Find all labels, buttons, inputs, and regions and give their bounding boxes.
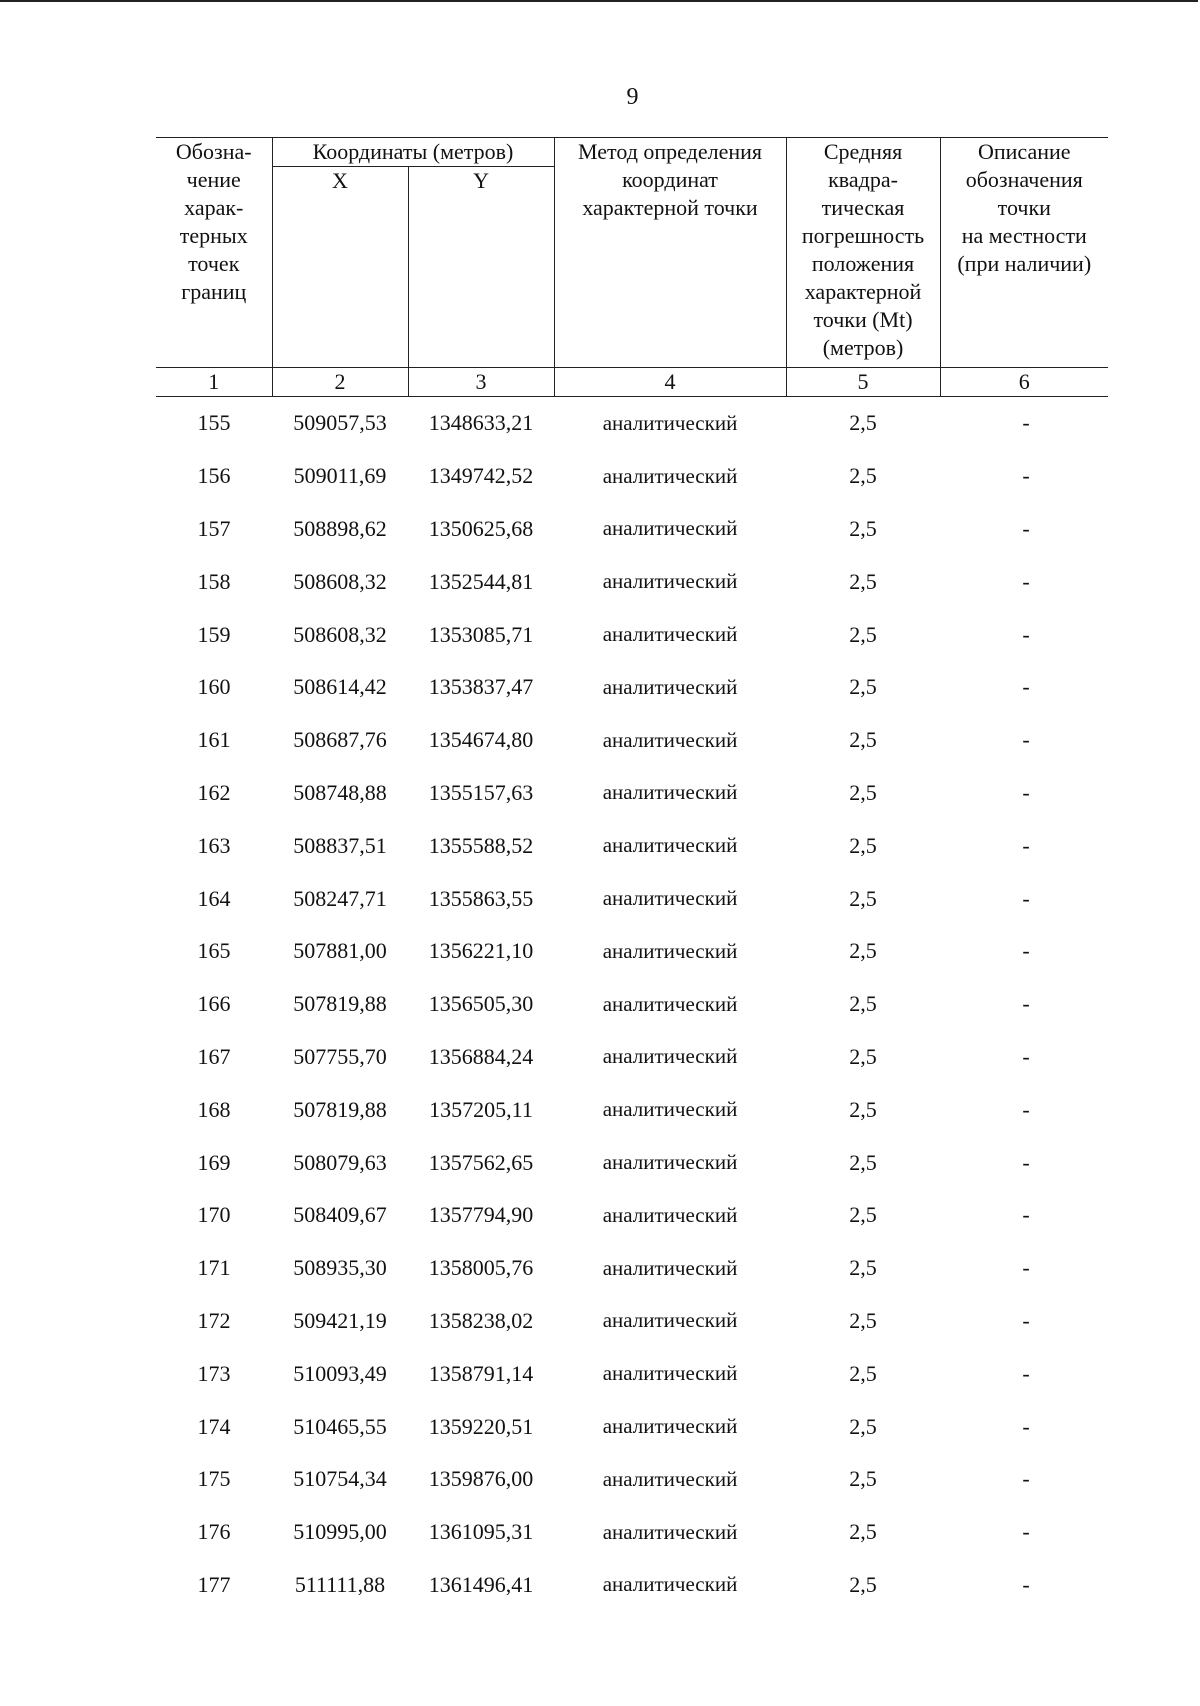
cell-error: 2,5 — [849, 832, 877, 858]
header-line: квадра- — [828, 167, 898, 192]
table-row — [156, 1083, 1108, 1136]
table-row — [156, 555, 1108, 608]
cell-point-id: 176 — [197, 1519, 231, 1545]
cell-coord-y: 1356884,24 — [428, 1043, 534, 1069]
cell-method: аналитический — [602, 674, 738, 699]
cell-point-id: 175 — [197, 1466, 231, 1492]
header-mean-square-error — [786, 138, 940, 368]
cell-description: - — [1022, 1466, 1030, 1492]
page-number: 9 — [626, 84, 639, 110]
table-body — [156, 397, 1108, 1612]
cell-description: - — [1022, 410, 1030, 436]
cell-coord-y: 1361095,31 — [428, 1519, 534, 1545]
cell-description: - — [1022, 991, 1030, 1017]
cell-description: - — [1022, 1413, 1030, 1439]
column-number-5: 5 — [786, 368, 940, 397]
cell-method: аналитический — [602, 463, 738, 488]
cell-coord-x: 508898,62 — [293, 515, 387, 541]
header-line: на местности — [961, 223, 1087, 248]
cell-error: 2,5 — [849, 1255, 877, 1281]
header-line: характерной точки — [582, 195, 758, 220]
table-header — [156, 138, 1108, 397]
cell-method: аналитический — [602, 727, 738, 752]
cell-coord-x: 508748,88 — [293, 779, 387, 805]
table-row — [156, 1136, 1108, 1189]
header-line: обозначения — [965, 167, 1083, 192]
cell-point-id: 165 — [197, 938, 231, 964]
cell-point-id: 177 — [197, 1571, 231, 1597]
column-number-1: 1 — [156, 368, 272, 397]
cell-coord-y: 1361496,41 — [428, 1571, 534, 1597]
cell-error: 2,5 — [849, 727, 877, 753]
cell-point-id: 169 — [197, 1149, 231, 1175]
cell-method: аналитический — [602, 886, 738, 911]
cell-description: - — [1022, 1255, 1030, 1281]
cell-coord-y: 1356505,30 — [428, 991, 534, 1017]
cell-coord-x: 508608,32 — [293, 621, 387, 647]
cell-coord-y: 1358005,76 — [428, 1255, 534, 1281]
cell-method: аналитический — [602, 833, 738, 858]
cell-error: 2,5 — [849, 1043, 877, 1069]
cell-description: - — [1022, 463, 1030, 489]
cell-point-id: 160 — [197, 674, 231, 700]
table-row — [156, 661, 1108, 714]
table-row — [156, 1189, 1108, 1242]
cell-coord-x: 507819,88 — [293, 1096, 387, 1122]
cell-coord-y: 1359876,00 — [428, 1466, 534, 1492]
header-x: X — [272, 167, 408, 368]
table-row — [156, 1242, 1108, 1295]
cell-error: 2,5 — [849, 515, 877, 541]
header-point-description — [940, 138, 1108, 368]
cell-point-id: 170 — [197, 1202, 231, 1228]
table-row — [156, 1031, 1108, 1084]
cell-coord-x: 507881,00 — [293, 938, 387, 964]
cell-coord-y: 1358791,14 — [428, 1360, 534, 1386]
cell-coord-y: 1357205,11 — [429, 1096, 533, 1122]
table-row — [156, 767, 1108, 820]
cell-method: аналитический — [602, 938, 738, 963]
cell-method: аналитический — [602, 516, 738, 541]
table-row — [156, 1506, 1108, 1559]
header-line: харак- — [184, 195, 244, 220]
cell-point-id: 174 — [197, 1413, 231, 1439]
cell-coord-y: 1357562,65 — [428, 1149, 534, 1175]
cell-error: 2,5 — [849, 1360, 877, 1386]
header-line: (при наличии) — [957, 251, 1092, 276]
cell-description: - — [1022, 674, 1030, 700]
cell-coord-y: 1357794,90 — [428, 1202, 534, 1228]
cell-coord-y: 1353837,47 — [428, 674, 534, 700]
header-point-designation — [156, 138, 272, 368]
table-row — [156, 925, 1108, 978]
table-row — [156, 1295, 1108, 1348]
cell-description: - — [1022, 1043, 1030, 1069]
cell-point-id: 164 — [197, 885, 231, 911]
cell-error: 2,5 — [849, 1519, 877, 1545]
header-error-lines — [787, 138, 940, 362]
table-row — [156, 397, 1108, 450]
cell-method: аналитический — [602, 410, 738, 435]
header-coordinates: Координаты (метров) — [272, 138, 554, 167]
header-line: положения — [811, 251, 915, 276]
cell-error: 2,5 — [849, 1149, 877, 1175]
cell-description: - — [1022, 1202, 1030, 1228]
cell-method: аналитический — [602, 1519, 738, 1544]
cell-description: - — [1022, 1096, 1030, 1122]
cell-error: 2,5 — [849, 1307, 877, 1333]
cell-coord-y: 1355157,63 — [428, 779, 534, 805]
coordinates-table — [156, 137, 1108, 1611]
table-row — [156, 450, 1108, 503]
cell-coord-y: 1355588,52 — [428, 832, 534, 858]
column-number-row — [156, 368, 1108, 397]
header-line: точек — [188, 251, 240, 276]
cell-method: аналитический — [602, 1255, 738, 1280]
header-method — [554, 138, 786, 368]
cell-coord-x: 510754,34 — [293, 1466, 387, 1492]
cell-coord-y: 1352544,81 — [428, 568, 534, 594]
table-row — [156, 872, 1108, 925]
cell-error: 2,5 — [849, 885, 877, 911]
cell-coord-y: 1356221,10 — [428, 938, 534, 964]
cell-coord-x: 507755,70 — [293, 1043, 387, 1069]
header-line: чение — [186, 167, 241, 192]
cell-method: аналитический — [602, 1202, 738, 1227]
cell-coord-y: 1350625,68 — [428, 515, 534, 541]
cell-error: 2,5 — [849, 1096, 877, 1122]
cell-error: 2,5 — [849, 1466, 877, 1492]
table-row — [156, 608, 1108, 661]
cell-coord-y: 1359220,51 — [428, 1413, 534, 1439]
cell-point-id: 168 — [197, 1096, 231, 1122]
cell-error: 2,5 — [849, 410, 877, 436]
cell-coord-y: 1348633,21 — [428, 410, 534, 436]
cell-coord-x: 509011,69 — [293, 463, 387, 489]
cell-error: 2,5 — [849, 938, 877, 964]
cell-coord-x: 508608,32 — [293, 568, 387, 594]
cell-coord-y: 1349742,52 — [428, 463, 534, 489]
cell-error: 2,5 — [849, 1413, 877, 1439]
header-line: Описание — [977, 139, 1071, 164]
cell-method: аналитический — [602, 1308, 738, 1333]
column-number-3: 3 — [408, 368, 554, 397]
header-line: тическая — [821, 195, 905, 220]
cell-method: аналитический — [602, 1097, 738, 1122]
header-method-lines — [555, 138, 786, 222]
cell-point-id: 155 — [197, 410, 231, 436]
table-row — [156, 1400, 1108, 1453]
cell-point-id: 162 — [197, 779, 231, 805]
cell-description: - — [1022, 779, 1030, 805]
cell-coord-y: 1355863,55 — [428, 885, 534, 911]
table-row — [156, 714, 1108, 767]
cell-method: аналитический — [602, 1414, 738, 1439]
cell-point-id: 171 — [197, 1255, 231, 1281]
cell-coord-x: 509057,53 — [293, 410, 387, 436]
cell-point-id: 172 — [197, 1307, 231, 1333]
cell-method: аналитический — [602, 1044, 738, 1069]
cell-coord-y: 1358238,02 — [428, 1307, 534, 1333]
header-y: Y — [408, 167, 554, 368]
cell-description: - — [1022, 1307, 1030, 1333]
cell-coord-x: 508935,30 — [293, 1255, 387, 1281]
cell-description: - — [1022, 1519, 1030, 1545]
column-number-2: 2 — [272, 368, 408, 397]
page-top-border — [0, 0, 1198, 5]
cell-error: 2,5 — [849, 1202, 877, 1228]
cell-method: аналитический — [602, 569, 738, 594]
column-number-4: 4 — [554, 368, 786, 397]
cell-point-id: 161 — [197, 727, 231, 753]
cell-method: аналитический — [602, 1466, 738, 1491]
cell-error: 2,5 — [849, 621, 877, 647]
header-line: координат — [622, 167, 718, 192]
table-row — [156, 1347, 1108, 1400]
cell-error: 2,5 — [849, 1571, 877, 1597]
cell-coord-x: 508687,76 — [293, 727, 387, 753]
cell-point-id: 159 — [197, 621, 231, 647]
cell-description: - — [1022, 621, 1030, 647]
cell-point-id: 156 — [197, 463, 231, 489]
cell-description: - — [1022, 727, 1030, 753]
cell-error: 2,5 — [849, 568, 877, 594]
cell-point-id: 167 — [197, 1043, 231, 1069]
header-line: точки (Mt) — [813, 307, 913, 332]
header-line: точки — [997, 195, 1051, 220]
cell-coord-y: 1353085,71 — [428, 621, 534, 647]
cell-coord-x: 508409,67 — [293, 1202, 387, 1228]
cell-coord-x: 510465,55 — [293, 1413, 387, 1439]
cell-coord-y: 1354674,80 — [428, 727, 534, 753]
cell-description: - — [1022, 515, 1030, 541]
header-col1-lines — [156, 138, 272, 306]
cell-coord-x: 508614,42 — [293, 674, 387, 700]
cell-description: - — [1022, 832, 1030, 858]
cell-coord-x: 507819,88 — [293, 991, 387, 1017]
header-line: Обозна- — [175, 139, 252, 164]
header-line: (метров) — [822, 335, 904, 360]
cell-coord-x: 510995,00 — [293, 1519, 387, 1545]
table-row — [156, 978, 1108, 1031]
cell-error: 2,5 — [849, 674, 877, 700]
cell-error: 2,5 — [849, 991, 877, 1017]
table-row — [156, 1559, 1108, 1612]
cell-point-id: 158 — [197, 568, 231, 594]
cell-error: 2,5 — [849, 463, 877, 489]
cell-coord-x: 508837,51 — [293, 832, 387, 858]
header-line: терных — [179, 223, 248, 248]
cell-description: - — [1022, 885, 1030, 911]
cell-description: - — [1022, 938, 1030, 964]
header-line: погрешность — [801, 223, 925, 248]
table-row — [156, 1453, 1108, 1506]
cell-method: аналитический — [602, 1150, 738, 1175]
cell-description: - — [1022, 1571, 1030, 1597]
header-line: Метод определения — [577, 139, 763, 164]
cell-method: аналитический — [602, 1572, 738, 1597]
cell-point-id: 163 — [197, 832, 231, 858]
cell-coord-x: 508079,63 — [293, 1149, 387, 1175]
header-line: границ — [181, 279, 247, 304]
column-number-6: 6 — [940, 368, 1108, 397]
cell-description: - — [1022, 568, 1030, 594]
cell-method: аналитический — [602, 780, 738, 805]
cell-method: аналитический — [602, 1361, 738, 1386]
header-line: Средняя — [823, 139, 903, 164]
cell-method: аналитический — [602, 622, 738, 647]
cell-description: - — [1022, 1149, 1030, 1175]
cell-error: 2,5 — [849, 779, 877, 805]
cell-point-id: 173 — [197, 1360, 231, 1386]
table-row — [156, 819, 1108, 872]
cell-description: - — [1022, 1360, 1030, 1386]
cell-point-id: 166 — [197, 991, 231, 1017]
cell-coord-x: 509421,19 — [293, 1307, 387, 1333]
cell-coord-x: 511111,88 — [294, 1571, 386, 1597]
cell-point-id: 157 — [197, 515, 231, 541]
cell-coord-x: 508247,71 — [293, 885, 387, 911]
header-description-lines — [941, 138, 1109, 278]
cell-coord-x: 510093,49 — [293, 1360, 387, 1386]
table-row — [156, 503, 1108, 556]
cell-method: аналитический — [602, 991, 738, 1016]
header-line: характерной — [804, 279, 922, 304]
